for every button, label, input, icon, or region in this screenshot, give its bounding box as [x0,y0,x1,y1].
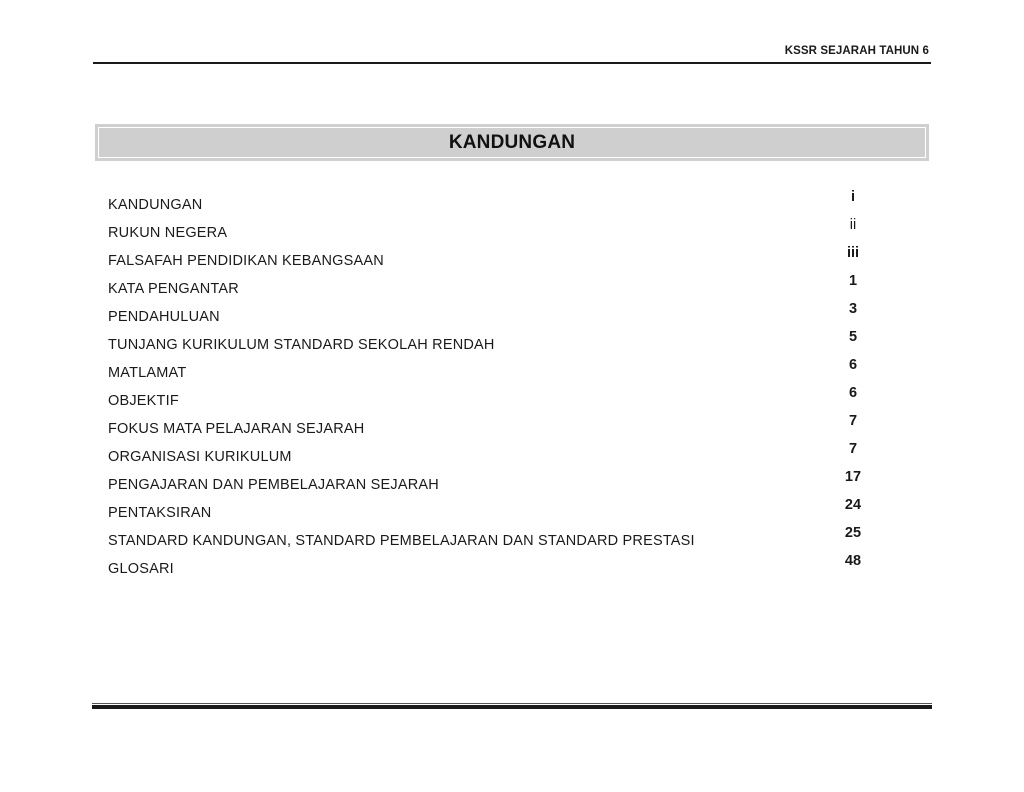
toc-entry-label: RUKUN NEGERA [108,225,228,241]
toc-entry [108,468,868,496]
toc-entry-page: i [850,189,856,205]
toc-entry-page: 5 [848,329,858,345]
toc-entry-page: 6 [848,385,858,401]
table-of-contents [108,188,868,580]
toc-entry [108,188,868,216]
toc-entry [108,328,868,356]
toc-entry [108,552,868,580]
toc-entry-page: iii [846,245,860,261]
toc-entry-label: KATA PENGANTAR [108,281,239,297]
toc-entry-page: 7 [848,441,858,457]
toc-entry [108,384,868,412]
toc-entry [108,496,868,524]
toc-entry-label: KANDUNGAN [108,197,203,213]
toc-entry-page: 17 [844,469,862,485]
toc-entry [108,524,868,552]
toc-entry [108,272,868,300]
toc-entry-label: PENGAJARAN DAN PEMBELAJARAN SEJARAH [108,477,439,493]
title-banner-inner [98,127,926,158]
title-banner [95,124,929,161]
toc-entry-label: MATLAMAT [108,365,187,381]
toc-entry-label: TUNJANG KURIKULUM STANDARD SEKOLAH RENDAH [108,337,495,353]
toc-entry-label: OBJEKTIF [108,393,179,409]
running-header: KSSR SEJARAH TAHUN 6 [784,45,929,57]
page-title: KANDUNGAN [448,131,576,153]
toc-entry-label: STANDARD KANDUNGAN, STANDARD PEMBELAJARAN DAN STANDARD PRESTASI [108,533,695,549]
toc-entry [108,216,868,244]
footer-rule-thin [92,703,932,704]
toc-entry-label: PENDAHULUAN [108,309,220,325]
toc-entry-page: 24 [844,497,862,513]
toc-entry-page: 3 [848,301,858,317]
toc-entry [108,412,868,440]
footer-rule-thick [92,705,932,709]
toc-entry-page: 1 [848,273,858,289]
toc-entry-label: GLOSARI [108,561,174,577]
toc-entry-page: 25 [844,525,862,541]
toc-entry-label: PENTAKSIRAN [108,505,212,521]
toc-entry-page: 6 [848,357,858,373]
toc-entry-label: FOKUS MATA PELAJARAN SEJARAH [108,421,365,437]
toc-entry [108,356,868,384]
toc-entry [108,300,868,328]
toc-entry-page: 7 [848,413,858,429]
toc-entry-page: ii [849,217,857,233]
header-rule [93,62,931,64]
toc-entry-label: ORGANISASI KURIKULUM [108,449,292,465]
toc-entry [108,244,868,272]
toc-entry-page: 48 [844,553,862,569]
toc-entry [108,440,868,468]
toc-entry-label: FALSAFAH PENDIDIKAN KEBANGSAAN [108,253,384,269]
